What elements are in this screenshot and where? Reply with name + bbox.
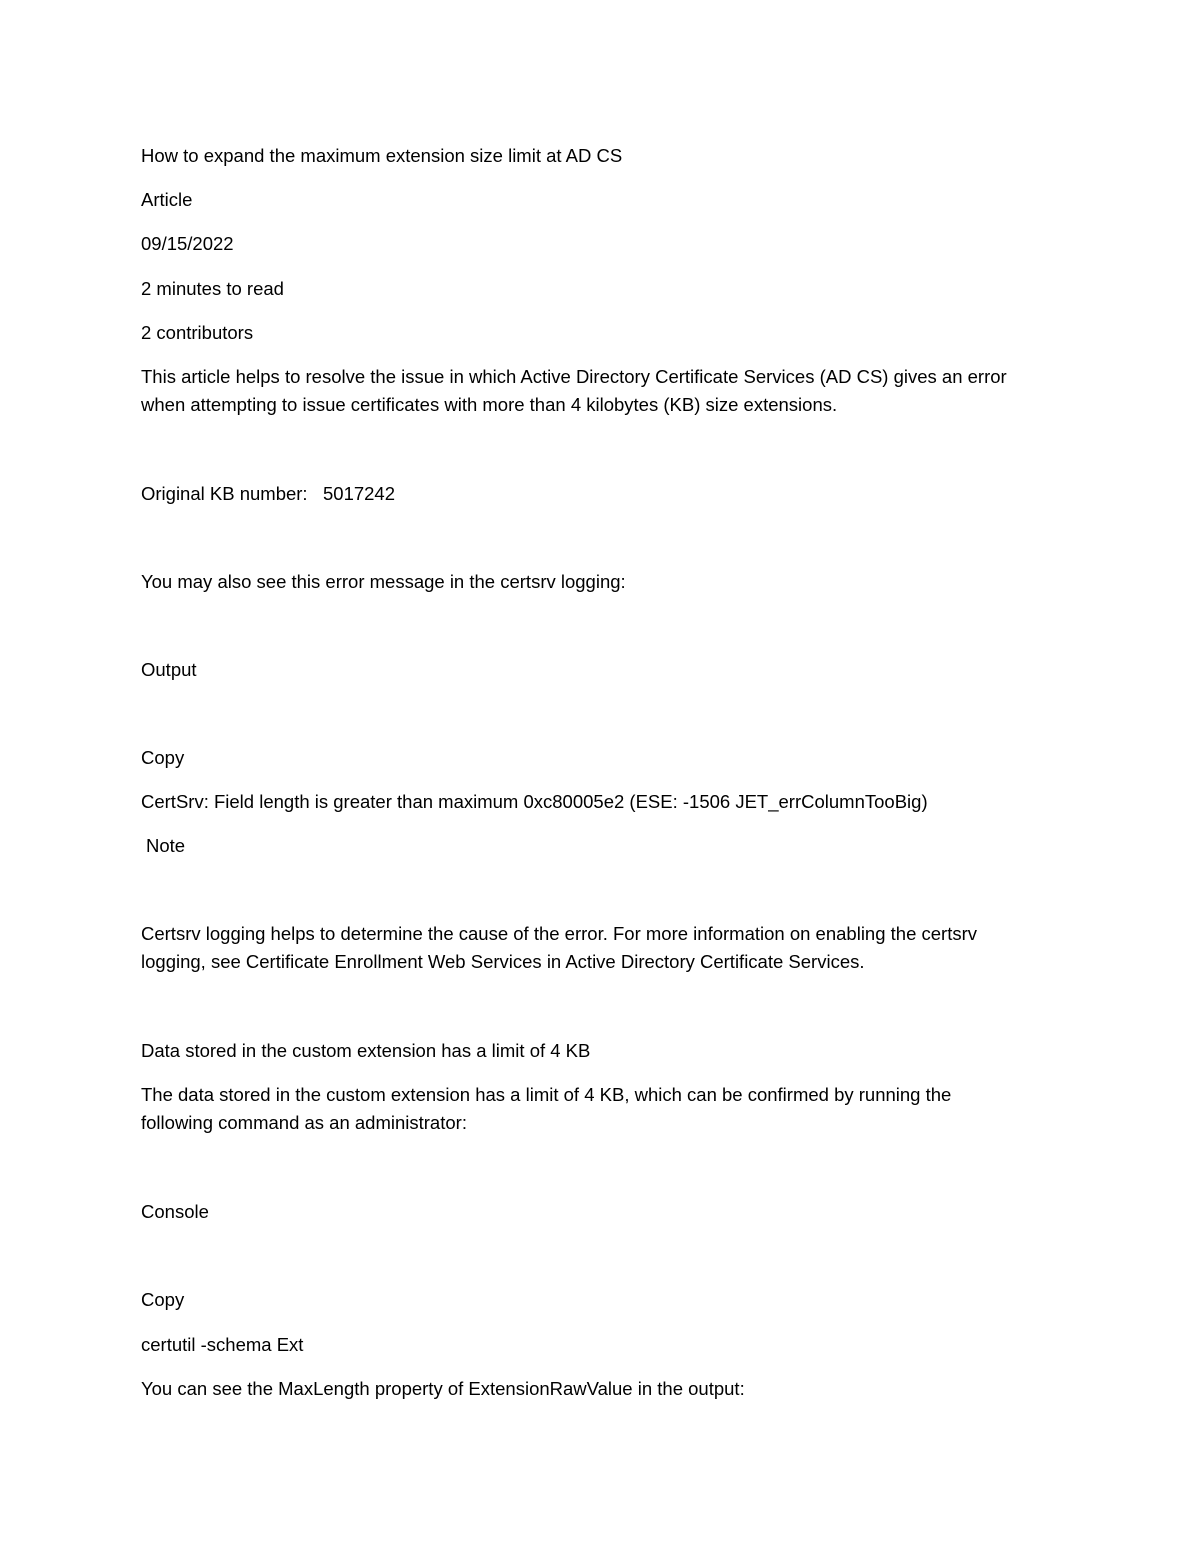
note-line: logging, see Certificate Enrollment Web Services in Active Directory Certificate Services.: [141, 951, 865, 972]
section-line: following command as an administrator:: [141, 1112, 467, 1133]
closing-text: You can see the MaxLength property of ExtensionRawValue in the output:: [141, 1378, 745, 1399]
output-label: Output: [141, 659, 197, 680]
kb-number: Original KB number: 5017242: [141, 483, 396, 504]
command-code: certutil -schema Ext: [141, 1334, 304, 1355]
note-label: Note: [146, 835, 186, 856]
error-intro-text: You may also see this error message in the certsrv logging:: [141, 571, 626, 592]
section-line: The data stored in the custom extension has a limit of 4 KB, which can be confirmed by running the: [141, 1084, 952, 1105]
intro-line: This article helps to resolve the issue in which Active Directory Certificate Services (AD CS) gives an error: [141, 366, 1007, 387]
contributors-count: 2 contributors: [141, 322, 254, 343]
intro-line: when attempting to issue certificates with more than 4 kilobytes (KB) size extensions.: [141, 394, 838, 415]
console-label: Console: [141, 1201, 209, 1222]
section-heading: Data stored in the custom extension has a limit of 4 KB: [141, 1040, 591, 1061]
document-title: How to expand the maximum extension size limit at AD CS: [141, 145, 623, 166]
section-paragraph: [141, 1081, 1061, 1137]
article-type-label: Article: [141, 189, 193, 210]
intro-paragraph: [141, 363, 1061, 419]
copy-button[interactable]: Copy: [141, 747, 185, 768]
article-date: 09/15/2022: [141, 233, 234, 254]
read-time: 2 minutes to read: [141, 278, 284, 299]
copy-button[interactable]: Copy: [141, 1289, 185, 1310]
note-line: Certsrv logging helps to determine the cause of the error. For more information on enabling the certsrv: [141, 923, 978, 944]
error-message-code: CertSrv: Field length is greater than maximum 0xc80005e2 (ESE: -1506 JET_errColumnTooBig): [141, 791, 928, 812]
note-paragraph: [141, 920, 1061, 976]
